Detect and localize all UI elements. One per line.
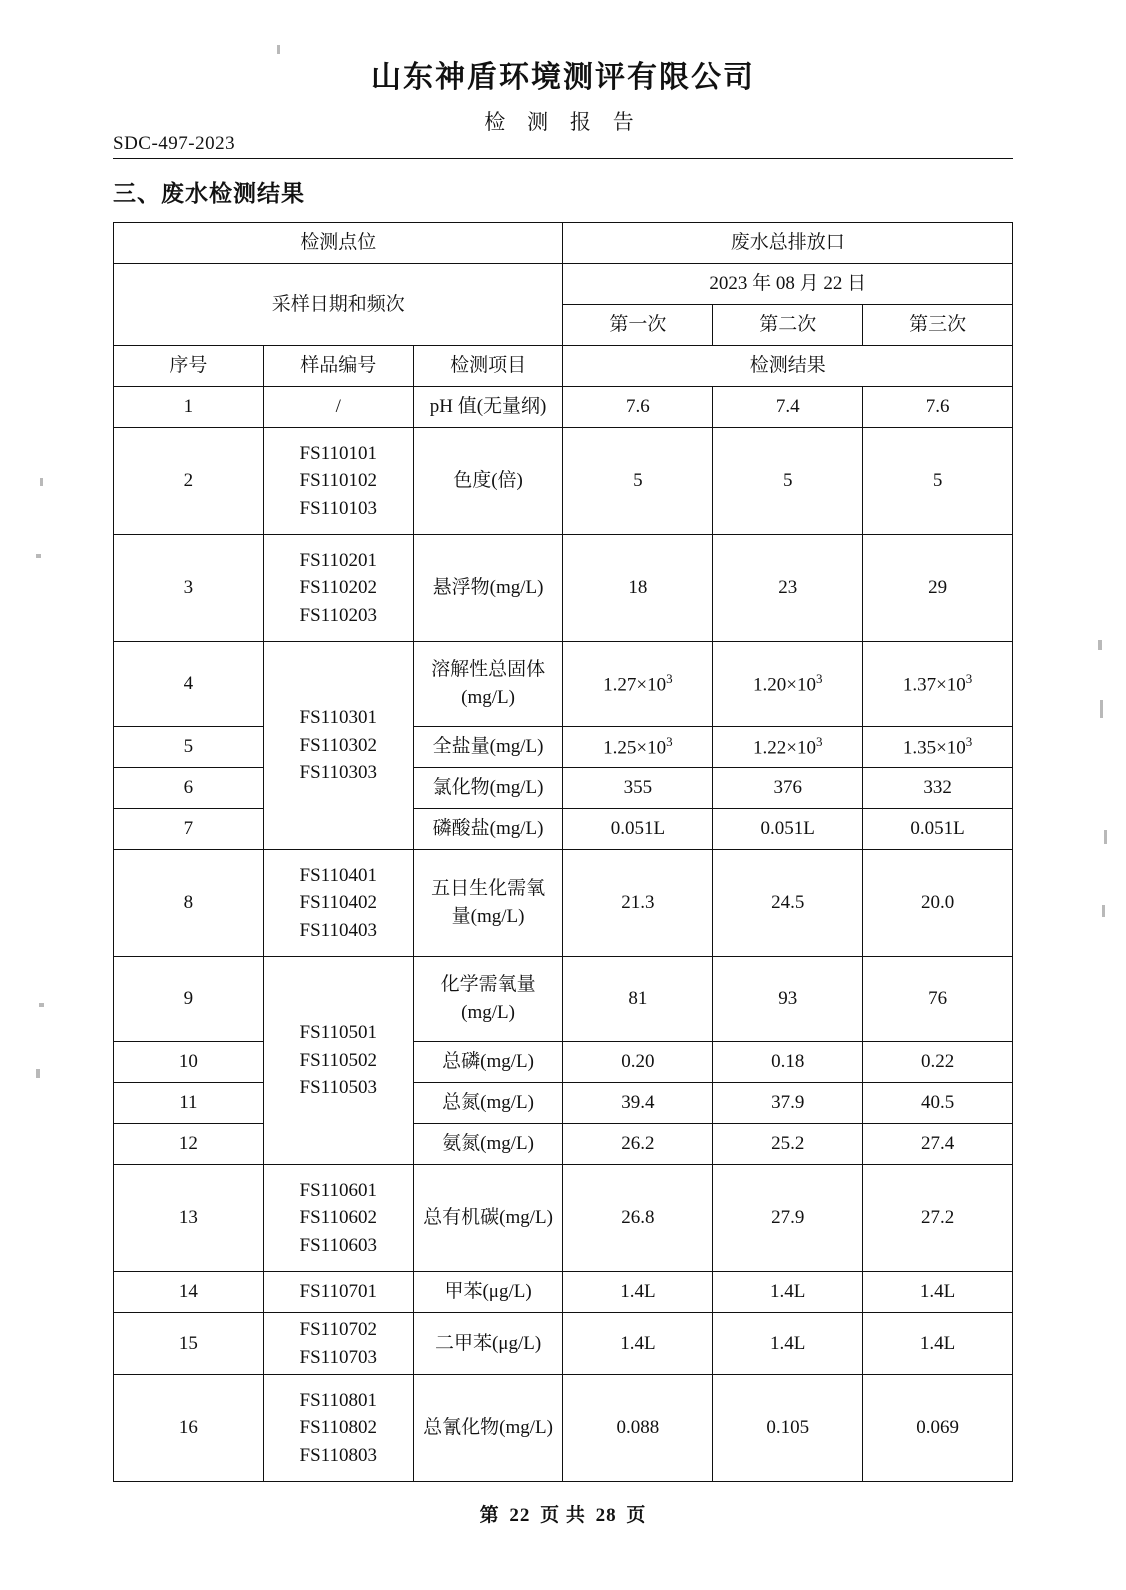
row-value-3: 76 (863, 957, 1013, 1042)
row-value-3: 0.22 (863, 1042, 1013, 1083)
table-row (114, 1375, 1013, 1482)
row-no: 11 (114, 1083, 264, 1124)
scan-speck (36, 1069, 40, 1078)
row-value-3: 0.069 (863, 1375, 1013, 1482)
row-value-1: 21.3 (563, 850, 713, 957)
row-value-3: 1.4L (863, 1272, 1013, 1313)
row-item: 化学需氧量 (mg/L) (413, 957, 563, 1042)
table-row (114, 387, 1013, 428)
row-value-2: 7.4 (713, 387, 863, 428)
row-value-2: 376 (713, 768, 863, 809)
row-value-3: 7.6 (863, 387, 1013, 428)
row-value-3: 27.2 (863, 1165, 1013, 1272)
row-item: 总氮(mg/L) (413, 1083, 563, 1124)
table-row (114, 1083, 1013, 1124)
table-row (114, 1042, 1013, 1083)
row-value-1: 5 (563, 428, 713, 535)
row-value-2: 0.051L (713, 809, 863, 850)
header-sample: 样品编号 (263, 346, 413, 387)
table-row (114, 642, 1013, 727)
header-divider (113, 158, 1013, 159)
row-value-2: 27.9 (713, 1165, 863, 1272)
row-no: 1 (114, 387, 264, 428)
row-value-3: 332 (863, 768, 1013, 809)
header-result: 检测结果 (563, 346, 1013, 387)
row-value-2: 93 (713, 957, 863, 1042)
point-label: 检测点位 (114, 223, 563, 264)
scan-speck (40, 478, 43, 486)
row-sample: FS110401 FS110402 FS110403 (263, 850, 413, 957)
point-value: 废水总排放口 (563, 223, 1013, 264)
row-item: 五日生化需氧 量(mg/L) (413, 850, 563, 957)
row-value-1: 1.4L (563, 1272, 713, 1313)
row-value-2: 1.4L (713, 1272, 863, 1313)
row-value-2: 0.18 (713, 1042, 863, 1083)
row-no: 12 (114, 1124, 264, 1165)
frequency-1: 第一次 (563, 305, 713, 346)
row-sample: FS110201 FS110202 FS110203 (263, 535, 413, 642)
row-value-2: 1.4L (713, 1313, 863, 1375)
row-no: 8 (114, 850, 264, 957)
row-item: 二甲苯(μg/L) (413, 1313, 563, 1375)
wastewater-results-table (113, 222, 1013, 1482)
row-value-1: 39.4 (563, 1083, 713, 1124)
scan-speck (39, 1003, 44, 1007)
scan-speck (277, 45, 280, 54)
row-value-3: 20.0 (863, 850, 1013, 957)
row-value-2: 37.9 (713, 1083, 863, 1124)
section-heading: 三、废水检测结果 (113, 180, 305, 206)
row-value-3: 29 (863, 535, 1013, 642)
header-item: 检测项目 (413, 346, 563, 387)
row-value-1: 81 (563, 957, 713, 1042)
row-value-3: 5 (863, 428, 1013, 535)
row-no: 2 (114, 428, 264, 535)
row-no: 16 (114, 1375, 264, 1482)
table-row (114, 850, 1013, 957)
table-row (114, 809, 1013, 850)
row-value-1: 7.6 (563, 387, 713, 428)
row-value-1: 355 (563, 768, 713, 809)
row-no: 5 (114, 727, 264, 768)
row-sample: FS110601 FS110602 FS110603 (263, 1165, 413, 1272)
table-row (114, 1313, 1013, 1375)
row-no: 10 (114, 1042, 264, 1083)
scan-speck (1098, 640, 1102, 650)
row-value-2: 0.105 (713, 1375, 863, 1482)
footer-middle: 页 共 (540, 1505, 586, 1526)
row-no: 3 (114, 535, 264, 642)
date-value: 2023 年 08 月 22 日 (563, 264, 1013, 305)
row-no: 14 (114, 1272, 264, 1313)
row-item: 总氰化物(mg/L) (413, 1375, 563, 1482)
row-item: 总磷(mg/L) (413, 1042, 563, 1083)
row-value-2: 25.2 (713, 1124, 863, 1165)
row-value-1: $1.27\times 10^3$ (563, 642, 713, 727)
scan-speck (36, 554, 41, 558)
row-item: 溶解性总固体 (mg/L) (413, 642, 563, 727)
row-item: 磷酸盐(mg/L) (413, 809, 563, 850)
report-title: 检 测 报 告 (484, 111, 642, 134)
table-row-headers (114, 346, 1013, 387)
table-row (114, 727, 1013, 768)
table-row-date (114, 264, 1013, 305)
row-value-1: 18 (563, 535, 713, 642)
footer-total-pages: 28 (595, 1505, 617, 1526)
header-no: 序号 (114, 346, 264, 387)
row-value-1: $1.25\times 10^3$ (563, 727, 713, 768)
footer-suffix: 页 (626, 1505, 647, 1526)
row-value-2: 23 (713, 535, 863, 642)
footer-page-number: 22 (509, 1505, 531, 1526)
row-value-3: 1.4L (863, 1313, 1013, 1375)
row-value-2: 24.5 (713, 850, 863, 957)
row-value-1: 1.4L (563, 1313, 713, 1375)
row-sample: FS110702 FS110703 (263, 1313, 413, 1375)
scan-speck (1100, 700, 1103, 718)
row-item: 悬浮物(mg/L) (413, 535, 563, 642)
row-item: 甲苯(μg/L) (413, 1272, 563, 1313)
row-item: pH 值(无量纲) (413, 387, 563, 428)
row-value-3: 40.5 (863, 1083, 1013, 1124)
row-value-2: $1.22\times 10^3$ (713, 727, 863, 768)
row-no: 4 (114, 642, 264, 727)
page-footer (0, 1500, 1126, 1527)
row-value-3: $1.37\times 10^3$ (863, 642, 1013, 727)
row-value-1: 26.2 (563, 1124, 713, 1165)
row-item: 氯化物(mg/L) (413, 768, 563, 809)
row-value-1: 26.8 (563, 1165, 713, 1272)
row-value-2: $1.20\times 10^3$ (713, 642, 863, 727)
frequency-3: 第三次 (863, 305, 1013, 346)
scan-speck (1102, 905, 1105, 917)
table-row (114, 1272, 1013, 1313)
row-sample: / (263, 387, 413, 428)
date-label: 采样日期和频次 (114, 264, 563, 346)
scan-speck (1104, 830, 1107, 844)
row-no: 15 (114, 1313, 264, 1375)
row-value-3: 0.051L (863, 809, 1013, 850)
table-row-point (114, 223, 1013, 264)
row-sample: FS110501 FS110502 FS110503 (263, 957, 413, 1165)
row-value-3: $1.35\times 10^3$ (863, 727, 1013, 768)
table-row (114, 535, 1013, 642)
table-row (114, 1124, 1013, 1165)
row-sample: FS110801 FS110802 FS110803 (263, 1375, 413, 1482)
footer-prefix: 第 (479, 1505, 500, 1526)
company-title: 山东神盾环境测评有限公司 (371, 61, 755, 94)
row-item: 色度(倍) (413, 428, 563, 535)
row-item: 总有机碳(mg/L) (413, 1165, 563, 1272)
row-value-1: 0.088 (563, 1375, 713, 1482)
table-row (114, 768, 1013, 809)
row-value-1: 0.20 (563, 1042, 713, 1083)
document-code: SDC-497-2023 (113, 133, 236, 154)
row-no: 13 (114, 1165, 264, 1272)
row-sample: FS110101 FS110102 FS110103 (263, 428, 413, 535)
row-no: 7 (114, 809, 264, 850)
table-row (114, 428, 1013, 535)
row-sample: FS110701 (263, 1272, 413, 1313)
table-row (114, 957, 1013, 1042)
row-value-2: 5 (713, 428, 863, 535)
frequency-2: 第二次 (713, 305, 863, 346)
row-no: 6 (114, 768, 264, 809)
table-row (114, 1165, 1013, 1272)
row-value-1: 0.051L (563, 809, 713, 850)
row-item: 全盐量(mg/L) (413, 727, 563, 768)
row-sample: FS110301 FS110302 FS110303 (263, 642, 413, 850)
row-value-3: 27.4 (863, 1124, 1013, 1165)
row-no: 9 (114, 957, 264, 1042)
row-item: 氨氮(mg/L) (413, 1124, 563, 1165)
